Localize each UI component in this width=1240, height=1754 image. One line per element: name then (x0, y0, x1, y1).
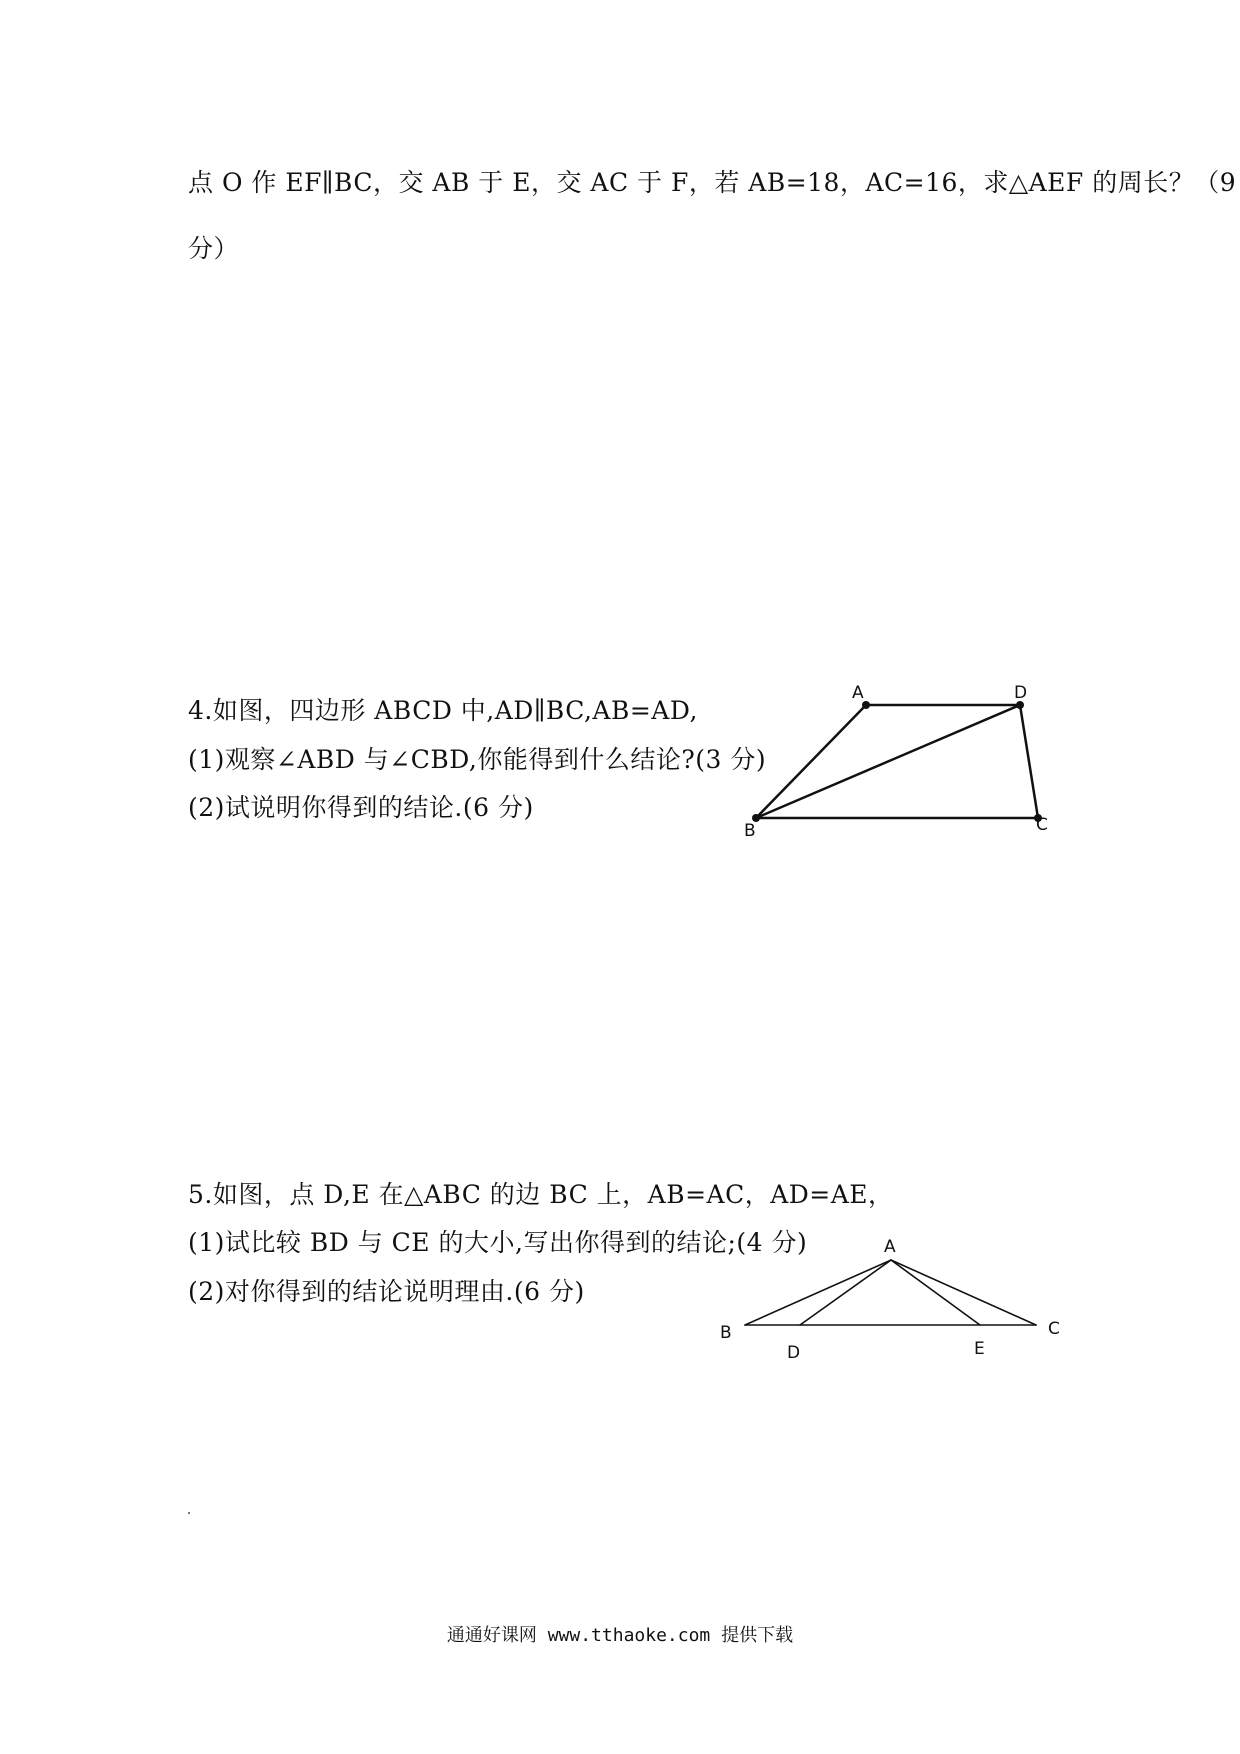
segment-ab (745, 1260, 891, 1325)
label-a: A (852, 683, 864, 703)
footer-download-note: 通通好课网 www.tthaoke.com 提供下载 (446, 1625, 794, 1646)
label-a: A (884, 1237, 896, 1257)
question5-part2: (2)对你得到的结论说明理由.(6 分) (188, 1277, 585, 1306)
label-d: D (1014, 683, 1028, 703)
label-c: C (1036, 815, 1048, 835)
question5-stem: 5.如图，点 D,E 在△ABC 的边 BC 上，AB=AC，AD=AE， (188, 1180, 894, 1209)
segment-ac (891, 1260, 1036, 1325)
question3-line2: 分） (188, 234, 240, 263)
segment-ad (800, 1260, 891, 1325)
question4-stem: 4.如图，四边形 ABCD 中,AD∥BC,AB=AD, (188, 696, 698, 725)
question5-part1: (1)试比较 BD 与 CE 的大小,写出你得到的结论;(4 分) (188, 1228, 808, 1257)
label-e: E (974, 1339, 985, 1359)
stray-mark (188, 1512, 190, 1514)
question4-part2: (2)试说明你得到的结论.(6 分) (188, 793, 534, 822)
question4-part1: (1)观察∠ABD 与∠CBD,你能得到什么结论?(3 分) (188, 745, 767, 774)
label-c: C (1048, 1319, 1060, 1339)
label-d: D (787, 1343, 801, 1363)
question3-line1: 点 O 作 EF∥BC，交 AB 于 E，交 AC 于 F，若 AB=18，AC=16，求△AEF 的周长？（9 (188, 168, 1237, 197)
label-b: B (744, 821, 756, 841)
segment-ae (891, 1260, 980, 1325)
label-b: B (720, 1323, 732, 1343)
